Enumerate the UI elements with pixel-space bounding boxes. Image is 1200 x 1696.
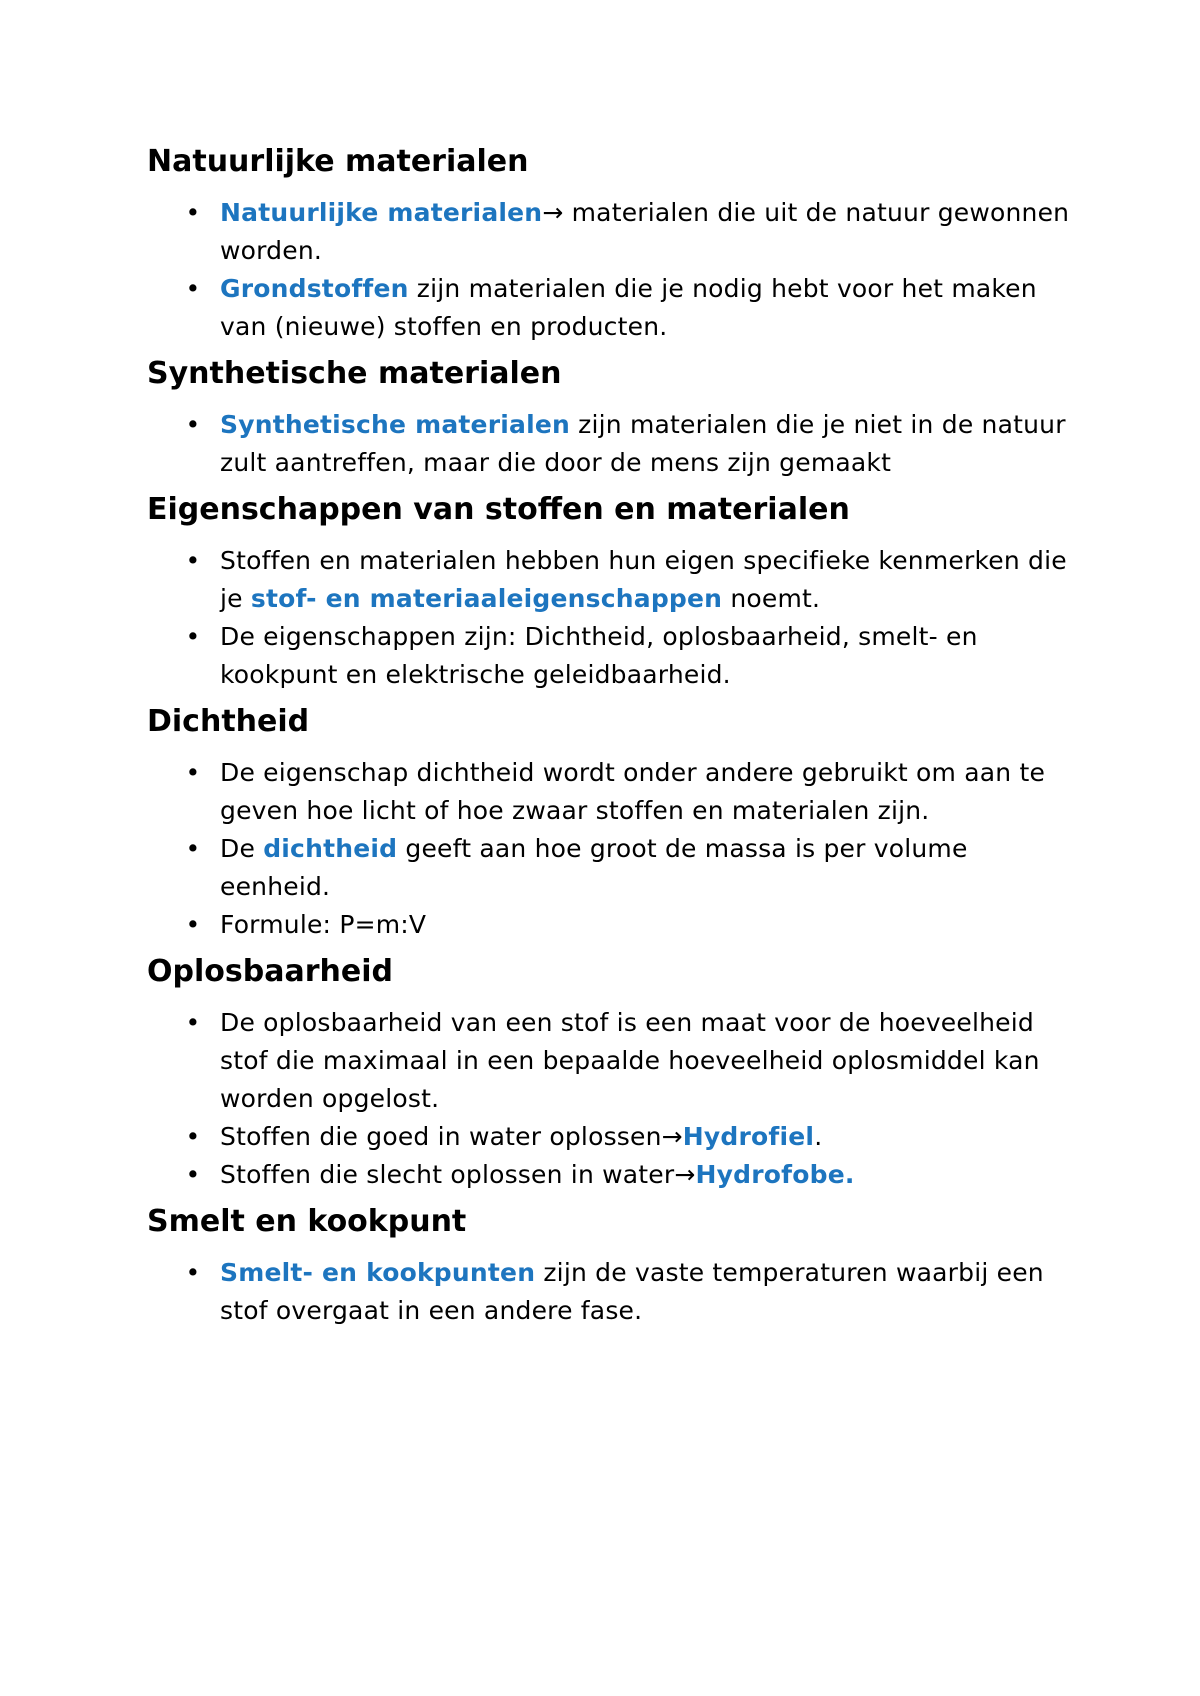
list-item [147, 270, 1077, 346]
bullet-icon: • [185, 198, 201, 227]
bullet-icon: • [185, 546, 201, 575]
list-item [147, 406, 1077, 482]
highlight-term: Smelt- en kookpunten [220, 1258, 536, 1287]
bullet-list [147, 542, 1077, 694]
list-item [147, 618, 1077, 694]
item-text: Formule: P=m:V [220, 910, 427, 939]
bullet-icon: • [185, 410, 201, 439]
section-heading: Synthetische materialen [147, 356, 562, 391]
section-heading: Eigenschappen van stoffen en materialen [147, 492, 850, 527]
highlight-term: Synthetische materialen [220, 410, 570, 439]
document-page [147, 140, 1077, 1336]
section-eigenschappen [147, 488, 1077, 694]
list-item [147, 830, 1077, 906]
list-item [147, 1118, 1077, 1156]
bullet-icon: • [185, 1258, 201, 1287]
highlight-term: dichtheid [263, 834, 398, 863]
bullet-icon: • [185, 1122, 201, 1151]
section-smelt-en-kookpunt [147, 1200, 1077, 1330]
bullet-icon: • [185, 622, 201, 651]
section-heading: Natuurlijke materialen [147, 144, 529, 179]
highlight-term: stof- en materiaaleigenschappen [250, 584, 723, 613]
highlight-term: Natuurlijke materialen [220, 198, 543, 227]
item-text: materialen die uit de natuur gewonnen worden. [220, 198, 1070, 265]
bullet-list [147, 1004, 1077, 1194]
item-text: Stoffen die slecht oplossen in water [220, 1160, 675, 1189]
highlight-term: Grondstoffen [220, 274, 409, 303]
item-text: De eigenschappen zijn: Dichtheid, oplosbaarheid, smelt- en kookpunt en elektrische geleidbaarheid. [220, 622, 978, 689]
arrow-icon: → [674, 1160, 696, 1189]
item-text: zijn de vaste temperaturen waarbij een stof overgaat in een andere fase. [220, 1258, 1044, 1325]
item-text: De oplosbaarheid van een stof is een maat voor de hoeveelheid stof die maximaal in een bepaalde hoeveelheid oplosmiddel kan worden opgelost. [220, 1008, 1040, 1113]
item-text: geeft aan hoe groot de massa is per volume eenheid. [220, 834, 968, 901]
bullet-icon: • [185, 758, 201, 787]
bullet-icon: • [185, 910, 201, 939]
list-item [147, 1004, 1077, 1118]
item-text: Stoffen die goed in water oplossen [220, 1122, 662, 1151]
highlight-term: Hydrofiel [682, 1122, 815, 1151]
bullet-list [147, 194, 1077, 346]
item-text: zijn materialen die je niet in de natuur zult aantreffen, maar die door de mens zijn gemaakt [220, 410, 1066, 477]
list-item [147, 754, 1077, 830]
bullet-icon: • [185, 834, 201, 863]
highlight-term: Hydrofobe. [695, 1160, 855, 1189]
list-item [147, 906, 1077, 944]
bullet-icon: • [185, 274, 201, 303]
list-item [147, 194, 1077, 270]
bullet-list [147, 754, 1077, 944]
arrow-icon: → [661, 1122, 683, 1151]
item-text: De [220, 834, 264, 863]
bullet-icon: • [185, 1008, 201, 1037]
list-item [147, 1156, 1077, 1194]
list-item [147, 1254, 1077, 1330]
bullet-icon: • [185, 1160, 201, 1189]
item-text: . [814, 1122, 823, 1151]
item-text: noemt. [722, 584, 821, 613]
section-dichtheid [147, 700, 1077, 944]
item-text: zijn materialen die je nodig hebt voor het maken van (nieuwe) stoffen en producten. [220, 274, 1037, 341]
section-heading: Smelt en kookpunt [147, 1204, 467, 1239]
item-text: De eigenschap dichtheid wordt onder andere gebruikt om aan te geven hoe licht of hoe zwaar stoffen en materialen zijn. [220, 758, 1046, 825]
section-oplosbaarheid [147, 950, 1077, 1194]
arrow-icon: → [542, 198, 564, 227]
bullet-list [147, 1254, 1077, 1330]
section-heading: Dichtheid [147, 704, 310, 739]
item-text: Stoffen en materialen hebben hun eigen specifieke kenmerken die je [220, 546, 1067, 613]
section-synthetische-materialen [147, 352, 1077, 482]
section-natuurlijke-materialen [147, 140, 1077, 346]
bullet-list [147, 406, 1077, 482]
section-heading: Oplosbaarheid [147, 954, 393, 989]
list-item [147, 542, 1077, 618]
